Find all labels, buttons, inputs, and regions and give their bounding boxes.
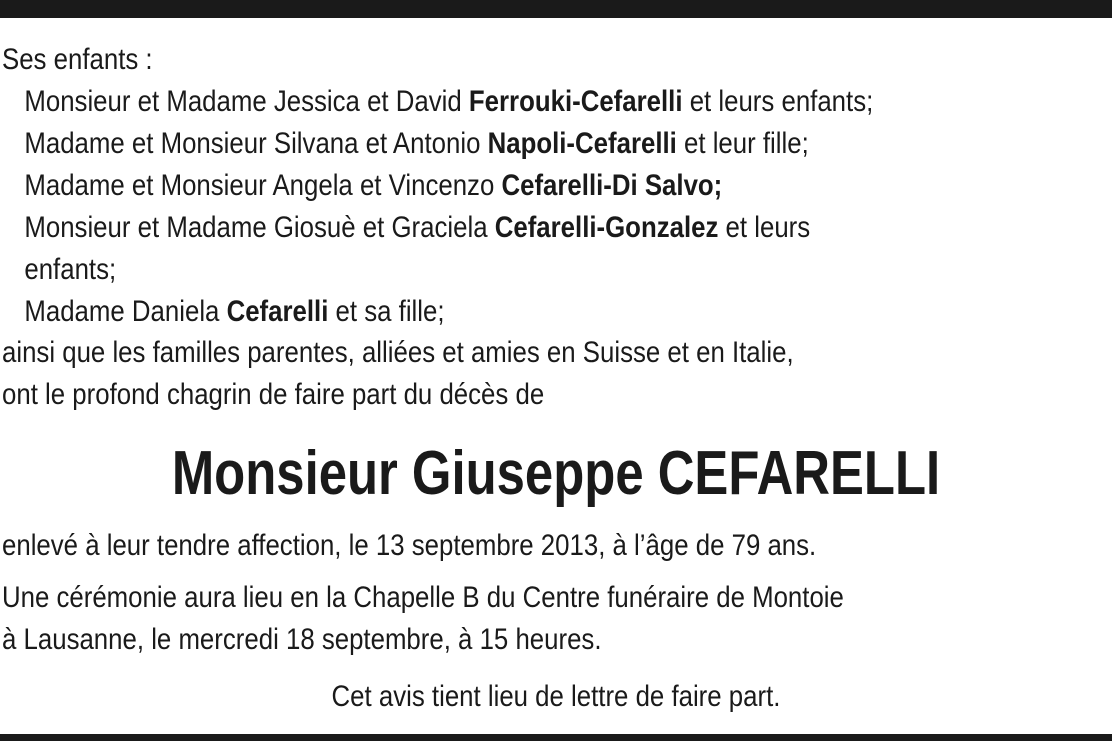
closing-note: Cet avis tient lieu de lettre de faire part. [331, 680, 781, 713]
top-border-rule [0, 0, 1112, 18]
family-line [2, 81, 873, 123]
family-surname: Cefarelli [226, 295, 329, 328]
family-line [2, 123, 873, 165]
family-line [2, 207, 873, 249]
intro-heading: Ses enfants : [2, 43, 153, 76]
family-line-suffix: et leurs enfants; [682, 85, 874, 118]
ceremony-line: Une cérémonie aura lieu en la Chapelle B du Centre funéraire de Montoie [2, 581, 844, 614]
announcement-paragraph [2, 332, 923, 416]
death-details [2, 525, 949, 567]
announcement-line: ont le profond chagrin de faire part du décès de [2, 378, 545, 411]
ceremony-details [2, 577, 981, 661]
bottom-border-rule [0, 734, 1112, 741]
announcement-line: ainsi que les familles parentes, alliées et amies en Suisse et en Italie, [2, 336, 794, 369]
deceased-name: Monsieur Giuseppe CEFARELLI [171, 439, 941, 508]
family-list [2, 39, 1015, 333]
ceremony-line: à Lausanne, le mercredi 18 septembre, à 15 heures. [2, 623, 602, 656]
family-line [2, 249, 873, 291]
family-surname: Ferrouki-Cefarelli [468, 85, 683, 118]
family-line-prefix: Monsieur et Madame Jessica et David [24, 85, 469, 118]
family-line [2, 291, 873, 333]
family-surname: Cefarelli-Gonzalez [494, 211, 719, 244]
family-surname: Napoli-Cefarelli [487, 127, 677, 160]
family-line-suffix: et sa fille; [328, 295, 445, 328]
death-details-line: enlevé à leur tendre affection, le 13 septembre 2013, à l’âge de 79 ans. [2, 529, 817, 562]
family-line [2, 165, 873, 207]
family-line-suffix: et leur fille; [676, 127, 809, 160]
family-line-prefix: Monsieur et Madame Giosuè et Graciela [24, 211, 495, 244]
family-line-prefix: Madame et Monsieur Silvana et Antonio [24, 127, 488, 160]
family-surname: Cefarelli-Di Salvo; [501, 169, 723, 202]
family-line-prefix: enfants; [24, 253, 117, 286]
family-line-prefix: Madame Daniela [24, 295, 227, 328]
family-line-prefix: Madame et Monsieur Angela et Vincenzo [24, 169, 502, 202]
family-line-suffix: et leurs [718, 211, 811, 244]
